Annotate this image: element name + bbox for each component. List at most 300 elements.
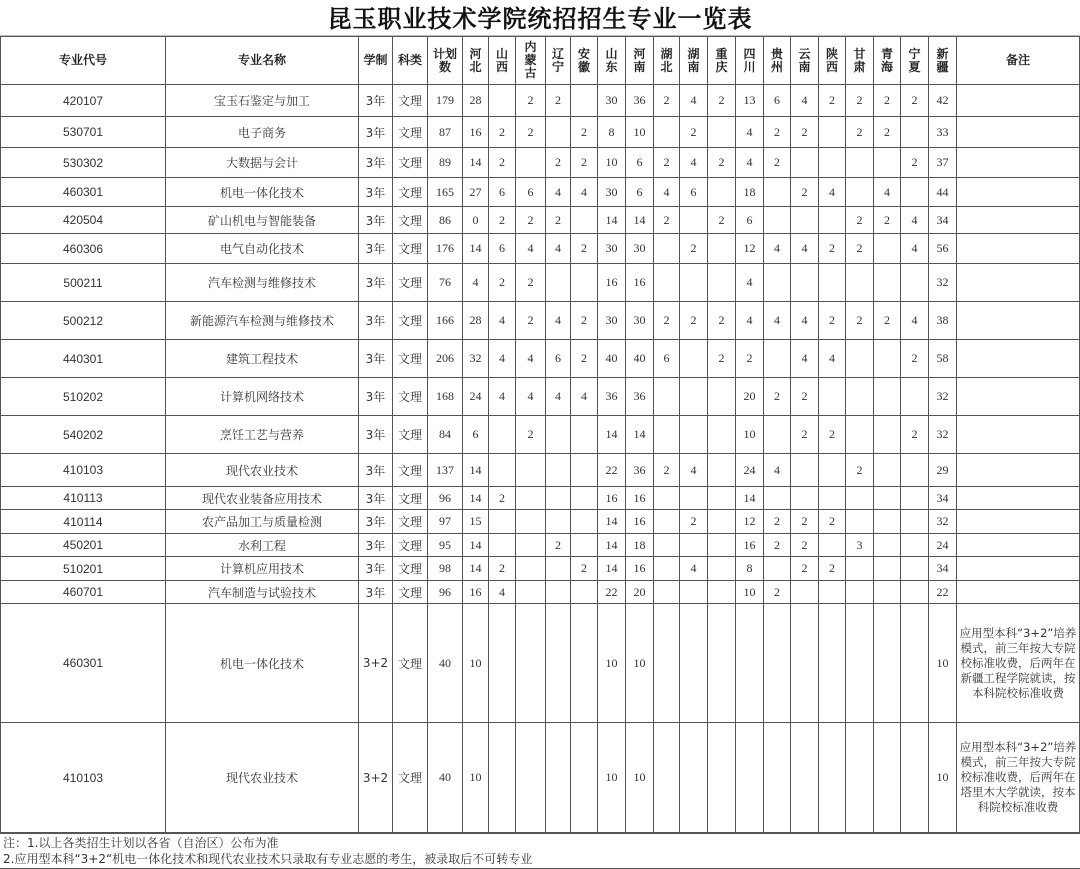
province-quota: 20 <box>736 378 764 416</box>
province-quota: 6 <box>654 340 680 378</box>
province-quota: 6 <box>736 207 764 234</box>
study-system: 3年 <box>359 264 393 302</box>
province-quota: 4 <box>546 378 571 416</box>
major-name: 计算机应用技术 <box>166 557 359 581</box>
province-quota <box>489 723 516 833</box>
province-quota <box>708 117 736 148</box>
province-quota <box>516 557 546 581</box>
remark-cell <box>957 85 1080 117</box>
province-quota <box>680 378 708 416</box>
province-quota: 2 <box>654 148 680 178</box>
header-province: 内 蒙 古 <box>516 37 546 85</box>
province-quota: 36 <box>626 454 654 487</box>
province-quota: 2 <box>516 85 546 117</box>
table-row <box>1 302 1080 340</box>
province-quota <box>764 487 791 510</box>
province-quota <box>874 416 901 454</box>
province-quota: 14 <box>598 416 626 454</box>
plan-count: 166 <box>428 302 463 340</box>
province-quota <box>901 378 929 416</box>
remark-cell <box>957 178 1080 207</box>
province-quota <box>819 148 846 178</box>
province-quota <box>736 604 764 723</box>
header-code: 专业代号 <box>1 37 166 85</box>
province-quota: 4 <box>489 581 516 604</box>
province-quota: 16 <box>626 510 654 534</box>
province-quota: 2 <box>764 510 791 534</box>
province-quota: 2 <box>819 85 846 117</box>
province-quota <box>654 117 680 148</box>
study-system: 3年 <box>359 454 393 487</box>
province-quota: 4 <box>736 117 764 148</box>
province-quota <box>791 207 819 234</box>
major-code: 410103 <box>1 454 166 487</box>
province-quota <box>571 85 598 117</box>
province-quota: 2 <box>571 302 598 340</box>
province-quota: 14 <box>463 534 489 557</box>
table-row <box>1 723 1080 833</box>
study-system: 3+2 <box>359 604 393 723</box>
major-code: 500211 <box>1 264 166 302</box>
province-quota <box>708 581 736 604</box>
province-quota <box>874 723 901 833</box>
major-name: 计算机网络技术 <box>166 378 359 416</box>
province-quota: 6 <box>546 340 571 378</box>
province-quota: 4 <box>736 264 764 302</box>
province-quota: 16 <box>598 487 626 510</box>
province-quota: 16 <box>736 534 764 557</box>
province-quota: 32 <box>929 416 957 454</box>
province-quota: 2 <box>546 85 571 117</box>
province-quota: 30 <box>598 178 626 207</box>
plan-count: 40 <box>428 723 463 833</box>
province-quota: 56 <box>929 234 957 264</box>
table-row <box>1 557 1080 581</box>
subject-category: 文理 <box>393 85 428 117</box>
province-quota: 22 <box>598 454 626 487</box>
province-quota: 2 <box>901 416 929 454</box>
province-quota <box>901 557 929 581</box>
province-quota <box>571 487 598 510</box>
province-quota <box>680 723 708 833</box>
province-quota <box>846 581 874 604</box>
table-row <box>1 234 1080 264</box>
subject-category: 文理 <box>393 264 428 302</box>
header-province: 陕 西 <box>819 37 846 85</box>
province-quota: 2 <box>901 148 929 178</box>
province-quota <box>874 557 901 581</box>
province-quota: 2 <box>846 234 874 264</box>
province-quota: 13 <box>736 85 764 117</box>
province-quota: 36 <box>626 378 654 416</box>
province-quota: 30 <box>598 234 626 264</box>
footnotes <box>0 833 1080 869</box>
remark-cell <box>957 416 1080 454</box>
header-province: 宁 夏 <box>901 37 929 85</box>
province-quota: 4 <box>791 85 819 117</box>
province-quota: 4 <box>901 302 929 340</box>
province-quota <box>901 487 929 510</box>
province-quota <box>764 723 791 833</box>
major-name: 现代农业装备应用技术 <box>166 487 359 510</box>
major-name: 现代农业技术 <box>166 454 359 487</box>
province-quota <box>764 604 791 723</box>
province-quota: 2 <box>516 416 546 454</box>
province-quota: 4 <box>819 340 846 378</box>
table-row <box>1 148 1080 178</box>
province-quota: 10 <box>929 604 957 723</box>
header-system: 学制 <box>359 37 393 85</box>
province-quota: 4 <box>764 454 791 487</box>
footnote-2: 2.应用型本科“3+2“机电一体化技术和现代农业技术只录取有专业志愿的考生，被录取后不可转专业 <box>3 852 533 866</box>
province-quota: 2 <box>819 416 846 454</box>
province-quota: 4 <box>489 378 516 416</box>
province-quota: 10 <box>736 581 764 604</box>
province-quota <box>546 557 571 581</box>
province-quota: 2 <box>571 148 598 178</box>
province-quota: 6 <box>463 416 489 454</box>
province-quota <box>546 487 571 510</box>
remark-cell <box>957 510 1080 534</box>
province-quota <box>874 454 901 487</box>
remark-cell <box>957 487 1080 510</box>
major-code: 440301 <box>1 340 166 378</box>
plan-count: 76 <box>428 264 463 302</box>
remark-cell <box>957 340 1080 378</box>
province-quota <box>546 454 571 487</box>
province-quota <box>764 416 791 454</box>
major-code: 510202 <box>1 378 166 416</box>
plan-count: 206 <box>428 340 463 378</box>
province-quota: 32 <box>929 510 957 534</box>
province-quota: 4 <box>736 148 764 178</box>
province-quota <box>736 723 764 833</box>
province-quota <box>791 723 819 833</box>
province-quota: 30 <box>598 302 626 340</box>
province-quota: 2 <box>874 117 901 148</box>
province-quota <box>489 85 516 117</box>
table-row <box>1 510 1080 534</box>
major-name: 宝玉石鉴定与加工 <box>166 85 359 117</box>
province-quota: 14 <box>463 557 489 581</box>
province-quota: 16 <box>626 557 654 581</box>
province-quota <box>516 723 546 833</box>
subject-category: 文理 <box>393 207 428 234</box>
province-quota: 22 <box>929 581 957 604</box>
province-quota: 2 <box>654 302 680 340</box>
province-quota: 4 <box>680 454 708 487</box>
province-quota: 22 <box>598 581 626 604</box>
province-quota: 30 <box>626 234 654 264</box>
province-quota <box>874 378 901 416</box>
province-quota: 10 <box>463 604 489 723</box>
subject-category: 文理 <box>393 557 428 581</box>
province-quota: 4 <box>791 302 819 340</box>
province-quota: 2 <box>791 534 819 557</box>
province-quota: 29 <box>929 454 957 487</box>
province-quota <box>901 581 929 604</box>
province-quota: 2 <box>708 207 736 234</box>
header-province: 山 东 <box>598 37 626 85</box>
header-province: 湖 北 <box>654 37 680 85</box>
province-quota: 2 <box>736 340 764 378</box>
subject-category: 文理 <box>393 581 428 604</box>
province-quota <box>846 723 874 833</box>
province-quota: 4 <box>571 178 598 207</box>
major-name: 农产品加工与质量检测 <box>166 510 359 534</box>
province-quota: 2 <box>819 557 846 581</box>
province-quota <box>489 604 516 723</box>
major-name: 新能源汽车检测与维修技术 <box>166 302 359 340</box>
province-quota <box>546 723 571 833</box>
header-province: 河 南 <box>626 37 654 85</box>
province-quota: 2 <box>901 85 929 117</box>
province-quota <box>874 340 901 378</box>
province-quota: 2 <box>654 85 680 117</box>
table-row <box>1 378 1080 416</box>
province-quota <box>791 454 819 487</box>
province-quota <box>516 454 546 487</box>
province-quota: 16 <box>626 264 654 302</box>
major-code: 420107 <box>1 85 166 117</box>
subject-category: 文理 <box>393 178 428 207</box>
province-quota: 2 <box>654 454 680 487</box>
plan-count: 96 <box>428 487 463 510</box>
table-row <box>1 487 1080 510</box>
province-quota <box>654 534 680 557</box>
province-quota: 4 <box>516 378 546 416</box>
major-code: 410103 <box>1 723 166 833</box>
province-quota: 2 <box>680 234 708 264</box>
remark-cell: 应用型本科“3+2”培养模式，前三年按大专院校标准收费，后两年在新疆工程学院就读，按本科院校标准收费 <box>957 604 1080 723</box>
province-quota <box>546 604 571 723</box>
province-quota <box>819 723 846 833</box>
province-quota <box>874 264 901 302</box>
province-quota <box>680 416 708 454</box>
province-quota <box>819 117 846 148</box>
province-quota: 10 <box>736 416 764 454</box>
province-quota <box>846 416 874 454</box>
header-name: 专业名称 <box>166 37 359 85</box>
province-quota <box>819 604 846 723</box>
province-quota: 14 <box>736 487 764 510</box>
province-quota <box>680 534 708 557</box>
province-quota: 4 <box>874 178 901 207</box>
major-code: 500212 <box>1 302 166 340</box>
province-quota <box>489 534 516 557</box>
plan-count: 87 <box>428 117 463 148</box>
header-province: 新 疆 <box>929 37 957 85</box>
province-quota: 2 <box>489 207 516 234</box>
study-system: 3年 <box>359 117 393 148</box>
subject-category: 文理 <box>393 340 428 378</box>
province-quota: 2 <box>680 510 708 534</box>
subject-category: 文理 <box>393 234 428 264</box>
province-quota: 2 <box>846 207 874 234</box>
plan-count: 179 <box>428 85 463 117</box>
province-quota: 2 <box>571 340 598 378</box>
province-quota: 2 <box>819 510 846 534</box>
province-quota <box>708 723 736 833</box>
province-quota: 28 <box>463 85 489 117</box>
province-quota: 42 <box>929 85 957 117</box>
table-row <box>1 454 1080 487</box>
province-quota: 2 <box>708 85 736 117</box>
province-quota: 20 <box>626 581 654 604</box>
province-quota <box>516 534 546 557</box>
province-quota <box>708 378 736 416</box>
province-quota: 10 <box>626 723 654 833</box>
province-quota <box>901 117 929 148</box>
province-quota <box>874 534 901 557</box>
province-quota <box>764 340 791 378</box>
province-quota: 37 <box>929 148 957 178</box>
province-quota: 2 <box>791 557 819 581</box>
province-quota <box>516 487 546 510</box>
header-province: 四 川 <box>736 37 764 85</box>
study-system: 3年 <box>359 85 393 117</box>
province-quota: 4 <box>489 302 516 340</box>
remark-cell <box>957 264 1080 302</box>
province-quota: 2 <box>680 117 708 148</box>
table-row <box>1 117 1080 148</box>
province-quota: 4 <box>680 148 708 178</box>
subject-category: 文理 <box>393 723 428 833</box>
plan-count: 40 <box>428 604 463 723</box>
province-quota <box>489 416 516 454</box>
major-code: 460301 <box>1 604 166 723</box>
province-quota <box>680 207 708 234</box>
province-quota: 58 <box>929 340 957 378</box>
province-quota: 10 <box>598 148 626 178</box>
subject-category: 文理 <box>393 534 428 557</box>
province-quota: 2 <box>764 378 791 416</box>
province-quota: 6 <box>626 178 654 207</box>
province-quota <box>874 234 901 264</box>
province-quota: 40 <box>626 340 654 378</box>
subject-category: 文理 <box>393 302 428 340</box>
plan-count: 95 <box>428 534 463 557</box>
province-quota: 27 <box>463 178 489 207</box>
plan-count: 168 <box>428 378 463 416</box>
province-quota <box>901 264 929 302</box>
remark-cell <box>957 454 1080 487</box>
province-quota <box>874 581 901 604</box>
study-system: 3年 <box>359 302 393 340</box>
province-quota: 34 <box>929 487 957 510</box>
province-quota: 4 <box>546 178 571 207</box>
province-quota <box>846 178 874 207</box>
province-quota: 24 <box>929 534 957 557</box>
province-quota <box>791 581 819 604</box>
province-quota <box>764 264 791 302</box>
province-quota: 2 <box>874 302 901 340</box>
province-quota: 2 <box>546 534 571 557</box>
province-quota: 4 <box>463 264 489 302</box>
study-system: 3年 <box>359 178 393 207</box>
province-quota: 2 <box>571 117 598 148</box>
study-system: 3年 <box>359 148 393 178</box>
province-quota: 2 <box>846 85 874 117</box>
province-quota: 2 <box>901 340 929 378</box>
province-quota: 4 <box>516 340 546 378</box>
table-row <box>1 416 1080 454</box>
province-quota: 6 <box>626 148 654 178</box>
major-name: 汽车检测与维修技术 <box>166 264 359 302</box>
province-quota: 14 <box>463 234 489 264</box>
province-quota: 2 <box>791 178 819 207</box>
province-quota: 0 <box>463 207 489 234</box>
subject-category: 文理 <box>393 510 428 534</box>
table-row <box>1 85 1080 117</box>
plan-count: 96 <box>428 581 463 604</box>
major-name: 水利工程 <box>166 534 359 557</box>
subject-category: 文理 <box>393 148 428 178</box>
major-code: 540202 <box>1 416 166 454</box>
plan-count: 84 <box>428 416 463 454</box>
major-code: 460301 <box>1 178 166 207</box>
province-quota: 14 <box>598 207 626 234</box>
province-quota: 10 <box>463 723 489 833</box>
enrollment-table <box>0 36 1080 833</box>
remark-cell <box>957 534 1080 557</box>
province-quota <box>901 723 929 833</box>
header-province: 湖 南 <box>680 37 708 85</box>
province-quota: 28 <box>463 302 489 340</box>
study-system: 3年 <box>359 557 393 581</box>
major-name: 机电一体化技术 <box>166 604 359 723</box>
province-quota: 4 <box>489 340 516 378</box>
major-name: 电子商务 <box>166 117 359 148</box>
province-quota: 2 <box>791 416 819 454</box>
header-province: 青 海 <box>874 37 901 85</box>
subject-category: 文理 <box>393 487 428 510</box>
province-quota: 38 <box>929 302 957 340</box>
subject-category: 文理 <box>393 416 428 454</box>
province-quota: 36 <box>598 378 626 416</box>
province-quota: 2 <box>680 302 708 340</box>
province-quota: 4 <box>654 178 680 207</box>
province-quota: 33 <box>929 117 957 148</box>
province-quota: 4 <box>791 234 819 264</box>
province-quota <box>901 604 929 723</box>
subject-category: 文理 <box>393 378 428 416</box>
table-row <box>1 207 1080 234</box>
major-code: 530302 <box>1 148 166 178</box>
province-quota <box>571 510 598 534</box>
province-quota: 2 <box>708 148 736 178</box>
province-quota <box>874 604 901 723</box>
province-quota <box>874 487 901 510</box>
study-system: 3年 <box>359 416 393 454</box>
province-quota: 14 <box>463 454 489 487</box>
province-quota: 2 <box>708 340 736 378</box>
study-system: 3年 <box>359 207 393 234</box>
remark-cell <box>957 117 1080 148</box>
province-quota: 24 <box>463 378 489 416</box>
plan-count: 137 <box>428 454 463 487</box>
province-quota: 2 <box>819 234 846 264</box>
province-quota: 2 <box>764 117 791 148</box>
major-code: 420504 <box>1 207 166 234</box>
subject-category: 文理 <box>393 454 428 487</box>
province-quota: 4 <box>680 85 708 117</box>
province-quota <box>764 207 791 234</box>
province-quota <box>546 117 571 148</box>
province-quota: 6 <box>489 234 516 264</box>
remark-cell <box>957 148 1080 178</box>
major-name: 烹饪工艺与营养 <box>166 416 359 454</box>
